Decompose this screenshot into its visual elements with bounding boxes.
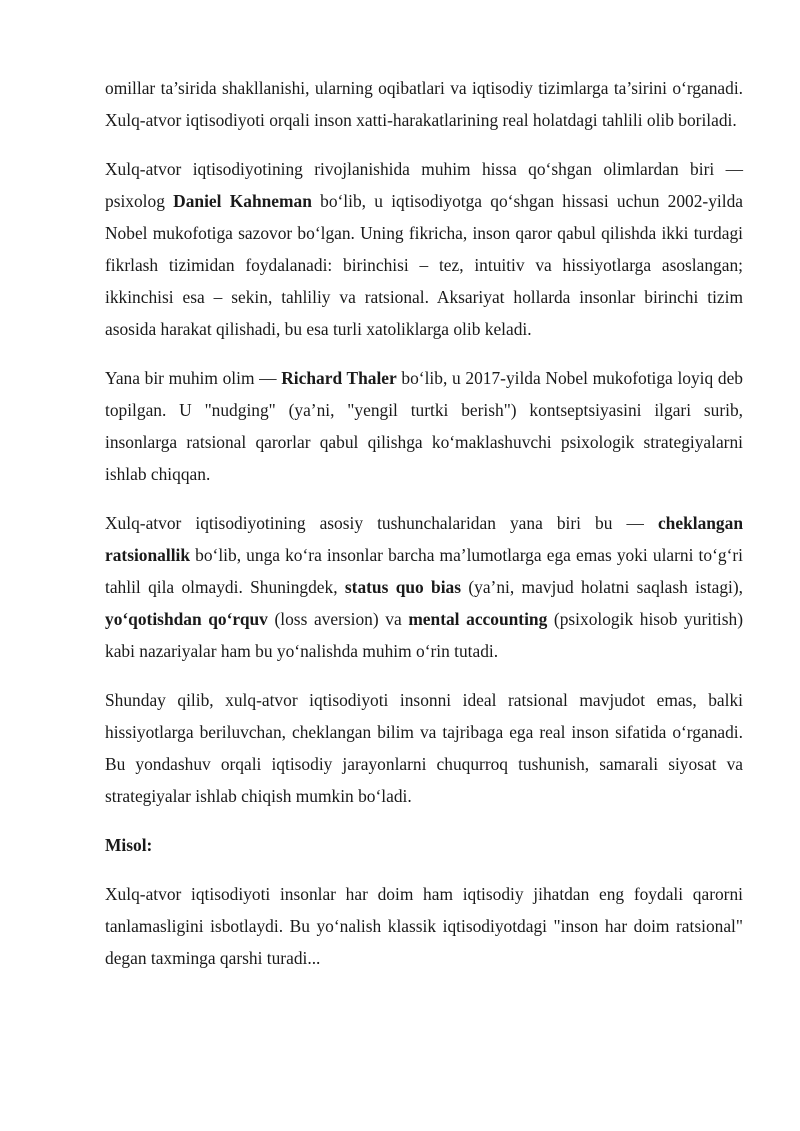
paragraph-3-text-b: bo‘lib, u 2017-yilda Nobel mukofotiga loyiq deb topilgan. U "nudging" (ya’ni, "yengil turtki berish") kontseptsiyasini ilgari surib, insonlarga ratsional qarorlar qabul qilishga ko‘maklashuvchi psixologik strategiyalarni ishlab chiqqan. xyxy=(105,368,743,484)
paragraph-1 xyxy=(105,72,743,136)
paragraph-2 xyxy=(105,153,743,345)
term-yoqotishdan-qorquv: yo‘qotishdan qo‘rquv xyxy=(105,609,268,629)
term-richard-thaler: Richard Thaler xyxy=(281,368,397,388)
final-paragraph: Xulq-atvor iqtisodiyoti insonlar har doim ham iqtisodiy jihatdan eng foydali qarorni tanlamasligini isbotlaydi. Bu yo‘nalish klassik iqtisodiyotdagi "inson har doim ratsional" degan taxminga qarshi turadi... xyxy=(105,884,743,968)
document-body xyxy=(105,72,743,974)
paragraph-1-text: omillar ta’sirida shakllanishi, ularning oqibatlari va iqtisodiy tizimlarga ta’sirini o‘rganadi. Xulq-atvor iqtisodiyoti orqali inson xatti-harakatlarining real holatdagi tahlili olib boriladi. xyxy=(105,78,743,130)
paragraph-2-text-a: Xulq-atvor iqtisodiyotining rivojlanishida muhim hissa qo‘shgan olimlardan biri — psixolog xyxy=(105,159,743,211)
paragraph-3 xyxy=(105,362,743,490)
term-mental-accounting: mental accounting xyxy=(408,609,548,629)
paragraph-4 xyxy=(105,507,743,667)
paragraph-4-text-b: bo‘lib, unga ko‘ra insonlar barcha ma’lumotlarga ega emas yoki ularni to‘g‘ri tahlil qila olmaydi. Shuningdek, xyxy=(105,545,743,597)
paragraph-4-text-c: (ya’ni, mavjud holatni saqlash istagi), xyxy=(461,577,743,597)
paragraph-5-text: Shunday qilib, xulq-atvor iqtisodiyoti insonni ideal ratsional mavjudot emas, balki hissiyotlarga beriluvchan, cheklangan bilim va tajribaga ega real inson sifatida o‘rganadi. Bu yondashuv orqali iqtisodiy jarayonlarni chuqurroq tushunish, samarali siyosat va strategiyalar ishlab chiqish mumkin bo‘ladi. xyxy=(105,690,743,806)
term-cheklangan-ratsionallik: cheklangan ratsionallik xyxy=(105,513,743,565)
section-heading: Misol: xyxy=(105,835,153,855)
paragraph-2-text-b: bo‘lib, u iqtisodiyotga qo‘shgan hissasi uchun 2002-yilda Nobel mukofotiga sazovor bo‘lgan. Uning fikricha, inson qaror qabul qilishda ikki turdagi fikrlash tizimidan foydalanadi: birinchisi – tez, intuitiv va hissiyotlarga asoslangan; ikkinchisi esa – sekin, tahliliy va ratsional. Aksariyat hollarda insonlar birinchi tizim asosida harakat qilishadi, bu esa turli xatoliklarga olib keladi. xyxy=(105,191,743,339)
paragraph-3-text-a: Yana bir muhim olim — xyxy=(105,368,282,388)
paragraph-4-text-e: (psixologik hisob yuritish) kabi nazariyalar ham bu yo‘nalishda muhim o‘rin tutadi. xyxy=(105,609,743,661)
term-daniel-kahneman: Daniel Kahneman xyxy=(173,191,312,211)
paragraph-4-text-d: (loss aversion) va xyxy=(267,609,409,629)
term-status-quo-bias: status quo bias xyxy=(344,577,462,597)
paragraph-5 xyxy=(105,684,743,812)
paragraph-4-text-a: Xulq-atvor iqtisodiyotining asosiy tushunchalaridan yana biri bu — xyxy=(105,513,658,533)
